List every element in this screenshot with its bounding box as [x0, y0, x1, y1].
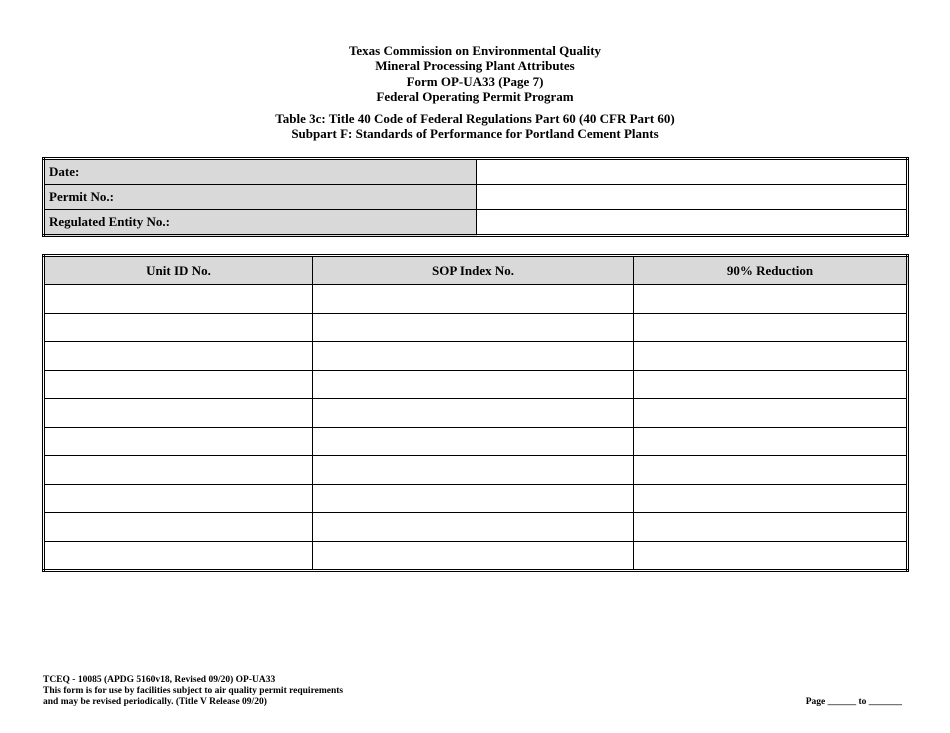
unit-id-cell[interactable]: [44, 427, 313, 456]
unit-id-cell[interactable]: [44, 513, 313, 542]
table-row: [44, 484, 908, 513]
sop-index-cell[interactable]: [313, 285, 634, 314]
form-header: [0, 43, 950, 104]
table-row: [44, 285, 908, 314]
reduction-cell[interactable]: [634, 456, 908, 485]
reduction-cell[interactable]: [634, 484, 908, 513]
table-row: [44, 513, 908, 542]
unit-id-cell[interactable]: [44, 399, 313, 428]
form-footer: [43, 675, 343, 708]
agency-name: Texas Commission on Environmental Quality: [348, 43, 602, 58]
program-name: Federal Operating Permit Program: [376, 88, 574, 104]
table-row: [44, 541, 908, 571]
table-row: [44, 399, 908, 428]
reduction-cell[interactable]: [634, 342, 908, 371]
reduction-cell[interactable]: [634, 370, 908, 399]
footer-note-1: This form is for use by facilities subject to air quality permit requirements: [43, 686, 344, 696]
units-table: [42, 254, 909, 572]
entity-label: Regulated Entity No.:: [44, 210, 477, 236]
page-numbering: Page ______ to _______: [805, 697, 902, 707]
permit-field[interactable]: [477, 185, 908, 210]
footer-form-id: TCEQ - 10085 (APDG 5160v18, Revised 09/20) OP-UA33: [43, 675, 276, 685]
unit-id-cell[interactable]: [44, 484, 313, 513]
date-label: Date:: [44, 159, 477, 185]
unit-id-header: Unit ID No.: [44, 256, 313, 285]
date-row: [44, 159, 908, 185]
entity-row: [44, 210, 908, 236]
units-header-row: [44, 256, 908, 285]
table-heading: [0, 111, 950, 142]
table-row: [44, 370, 908, 399]
sop-index-cell[interactable]: [313, 399, 634, 428]
table-row: [44, 313, 908, 342]
sop-index-cell[interactable]: [313, 313, 634, 342]
info-table: [42, 157, 909, 237]
reduction-cell[interactable]: [634, 285, 908, 314]
table-title: Table 3c: Title 40 Code of Federal Regulations Part 60 (40 CFR Part 60): [275, 111, 675, 126]
form-subject: Mineral Processing Plant Attributes: [375, 58, 575, 74]
sop-index-cell[interactable]: [313, 427, 634, 456]
form-number: Form OP-UA33 (Page 7): [406, 73, 544, 89]
unit-id-cell[interactable]: [44, 285, 313, 314]
sop-index-header: SOP Index No.: [313, 256, 634, 285]
reduction-cell[interactable]: [634, 427, 908, 456]
unit-id-cell[interactable]: [44, 313, 313, 342]
sop-index-cell[interactable]: [313, 541, 634, 571]
reduction-cell[interactable]: [634, 399, 908, 428]
sop-index-cell[interactable]: [313, 342, 634, 371]
sop-index-cell[interactable]: [313, 484, 634, 513]
table-row: [44, 342, 908, 371]
subpart-title: Subpart F: Standards of Performance for Portland Cement Plants: [291, 126, 659, 142]
sop-index-cell[interactable]: [313, 370, 634, 399]
sop-index-cell[interactable]: [313, 456, 634, 485]
permit-row: [44, 185, 908, 210]
permit-label: Permit No.:: [44, 185, 477, 210]
entity-field[interactable]: [477, 210, 908, 236]
footer-note-2: and may be revised periodically. (Title V Release 09/20): [43, 697, 267, 707]
unit-id-cell[interactable]: [44, 342, 313, 371]
unit-id-cell[interactable]: [44, 541, 313, 571]
reduction-cell[interactable]: [634, 313, 908, 342]
sop-index-cell[interactable]: [313, 513, 634, 542]
table-row: [44, 427, 908, 456]
unit-id-cell[interactable]: [44, 456, 313, 485]
table-row: [44, 456, 908, 485]
unit-id-cell[interactable]: [44, 370, 313, 399]
date-field[interactable]: [477, 159, 908, 185]
reduction-cell[interactable]: [634, 541, 908, 571]
reduction-cell[interactable]: [634, 513, 908, 542]
reduction-header: 90% Reduction: [634, 256, 908, 285]
